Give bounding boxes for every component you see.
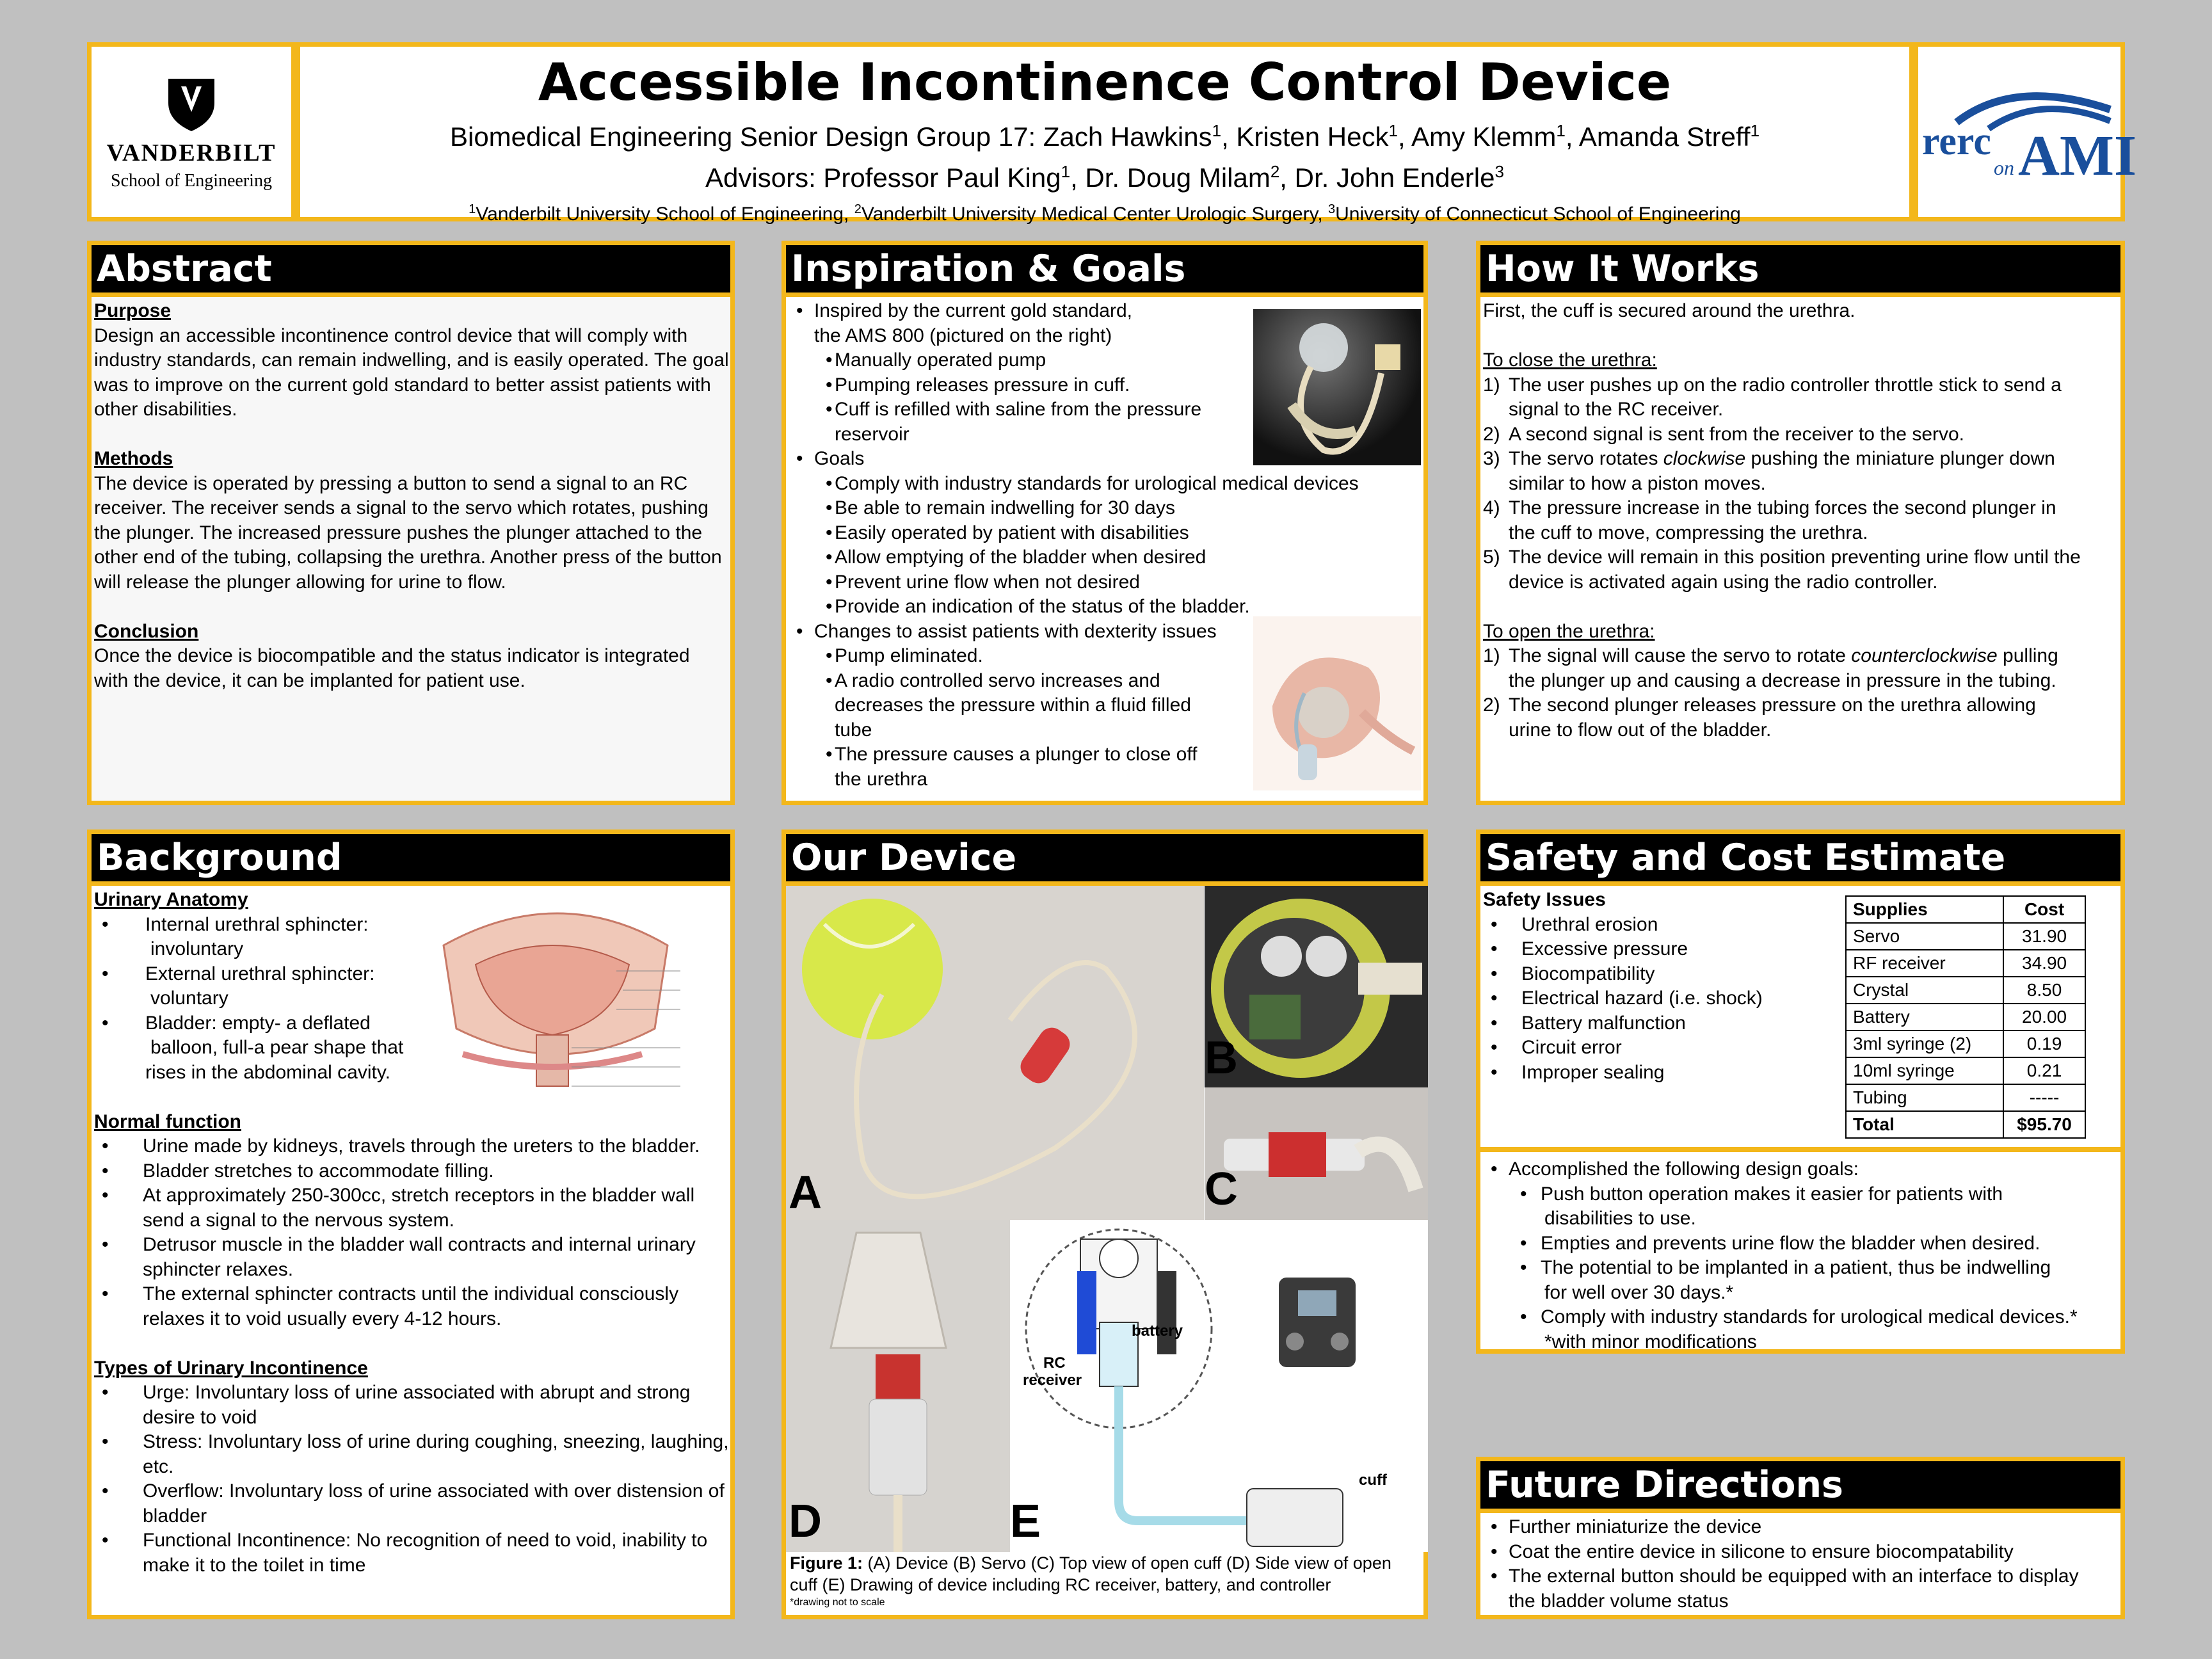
list-item: • Comply with industry standards for urological medical devices: [789, 472, 1422, 497]
list-item: the AMS 800 (pictured on the right): [814, 325, 1112, 346]
table-row: 3ml syringe (2) 0.19: [1846, 1030, 2085, 1057]
close-heading: To close the urethra:: [1483, 349, 1657, 371]
list-item: • Easily operated by patient with disabilities: [789, 521, 1422, 546]
inspiration-heading: Inspiration & Goals: [786, 245, 1423, 297]
list-item: similar to how a piston moves.: [1509, 472, 1766, 494]
list-item: • Functional Incontinence: No recognition of need to void, inability to make it to the toilet in time: [94, 1528, 732, 1578]
abstract-heading: Abstract: [92, 245, 730, 297]
list-item: • At approximately 250-300cc, stretch receptors in the bladder wall send a signal to the nervous system.: [94, 1183, 732, 1233]
svg-text:battery: battery: [1132, 1322, 1183, 1340]
future-panel: [1476, 1457, 2125, 1619]
device-photo-a: [786, 886, 1204, 1220]
list-item: signal to the RC receiver.: [1509, 399, 1724, 420]
table-row: Battery 20.00: [1846, 1004, 2085, 1030]
list-item: • Urethral erosion: [1483, 913, 1841, 938]
methods-heading: Methods: [94, 448, 173, 469]
list-item: • Prevent urine flow when not desired: [789, 570, 1422, 595]
table-row: Servo 31.90: [1846, 923, 2085, 950]
svg-text:receiver: receiver: [1023, 1372, 1082, 1389]
list-item: • Inspired by the current gold standard,: [789, 299, 1422, 324]
list-item: voluntary: [150, 988, 228, 1009]
advisors-line: Advisors: Professor Paul King$^1$, Dr. Doug Milam$^2$, Dr. John Enderle$^3$: [705, 162, 1504, 193]
anatomy-implant-image: [1253, 616, 1421, 790]
list-item: the urethra: [835, 768, 928, 790]
open-heading: To open the urethra:: [1483, 620, 1655, 642]
safety-issues-heading: Safety Issues: [1483, 889, 1606, 910]
list-item: • Biocompatibility: [1483, 962, 1841, 987]
vanderbilt-logo: [92, 47, 291, 217]
list-item: • Manually operated pump: [789, 348, 1422, 373]
list-item: involuntary: [150, 938, 244, 959]
list-item: balloon, full-a pear shape that: [150, 1037, 404, 1058]
list-item: the plunger up and causing a decrease in pressure in the tubing.: [1509, 669, 2056, 691]
list-item: • Changes to assist patients with dexterity issues: [789, 620, 1422, 645]
list-item: • External urethral sphincter:: [94, 962, 440, 987]
table-row: Crystal 8.50: [1846, 977, 2085, 1004]
list-item: *with minor modifications: [1544, 1331, 1757, 1352]
purpose-text: Design an accessible incontinence control device that will comply with industry standards, can remain indwelling, and is easily operated. The goal was to improve on the current gold standard to better assist patients with other disabilities.: [94, 325, 729, 420]
background-panel: [87, 830, 735, 1619]
types-heading: Types of Urinary Incontinence: [94, 1357, 368, 1379]
svg-text:School of Engineering: School of Engineering: [111, 171, 272, 191]
figure-label-c: C: [1205, 1164, 1238, 1215]
list-item: the cuff to move, compressing the urethra.: [1509, 522, 1868, 543]
table-row: 10ml syringe 0.21: [1846, 1057, 2085, 1084]
table-header-row: Supplies Cost: [1846, 896, 2085, 923]
safety-heading: Safety and Cost Estimate: [1480, 834, 2120, 886]
svg-text:rerc: rerc: [1922, 120, 1991, 163]
how-it-works-heading: How It Works: [1480, 245, 2120, 297]
figure-caption: Figure 1: (A) Device (B) Servo (C) Top view of open cuff (D) Side view of open cuff (E) Drawing of device including RC receiver, battery, and controller: [790, 1553, 1391, 1594]
our-device-heading: Our Device: [786, 834, 1423, 886]
safety-panel: [1476, 830, 2125, 1151]
list-item: the bladder volume status: [1509, 1590, 1729, 1612]
list-item: • Electrical hazard (i.e. shock): [1483, 986, 1841, 1011]
how-it-works-panel: [1476, 241, 2125, 805]
background-heading: Background: [92, 834, 730, 886]
list-item: • Comply with industry standards for urological medical devices.*: [1483, 1305, 2123, 1330]
list-item: • Pumping releases pressure in cuff.: [789, 373, 1422, 398]
table-row: RF receiver 34.90: [1846, 950, 2085, 977]
list-item: 1) The user pushes up on the radio controller throttle stick to send a: [1483, 374, 2062, 396]
list-item: • Be able to remain indwelling for 30 days: [789, 496, 1422, 521]
list-item: • Excessive pressure: [1483, 937, 1841, 962]
device-photo-c: [1205, 1087, 1428, 1220]
how-intro: First, the cuff is secured around the urethra.: [1483, 300, 1855, 321]
list-item: • Further miniaturize the device: [1483, 1515, 2123, 1540]
purpose-heading: Purpose: [94, 300, 172, 321]
title-panel: [296, 42, 1914, 225]
list-item: • Bladder: empty- a deflated: [94, 1011, 440, 1036]
list-item: • Push button operation makes it easier for patients with: [1483, 1182, 2123, 1207]
figure-label-e: E: [1010, 1496, 1041, 1547]
authors-line: Biomedical Engineering Senior Design Group 17: Zach Hawkins$^1$, Kristen Heck$^1$, Amy Klemm$^1$, Amanda Streff$^1$: [449, 121, 1760, 152]
list-item: • A radio controlled servo increases and: [789, 669, 1422, 694]
normal-function-heading: Normal function: [94, 1110, 241, 1132]
list-item: • Stress: Involuntary loss of urine during coughing, sneezing, laughing, etc.: [94, 1430, 732, 1479]
list-item: disabilities to use.: [1544, 1208, 1696, 1229]
poster-title: Accessible Incontinence Control Device: [538, 52, 1672, 112]
device-photo-b: [1205, 886, 1428, 1087]
list-item: 5) The device will remain in this position preventing urine flow until the: [1483, 547, 2081, 568]
svg-text:RC: RC: [1043, 1354, 1066, 1372]
list-item: • Circuit error: [1483, 1036, 1841, 1061]
list-item: • Cuff is refilled with saline from the pressure: [789, 397, 1422, 422]
affiliations-line: $^1$Vanderbilt University School of Engineering, $^2$Vanderbilt University Medical Center Urologic Surgery, $^3$University of Connecticut School of Engineering: [469, 202, 1741, 225]
list-item: • Allow emptying of the bladder when desired: [789, 545, 1422, 570]
figure-note: *drawing not to scale: [790, 1597, 885, 1608]
our-device-panel: [781, 830, 1428, 1619]
conclusion-heading: Conclusion: [94, 620, 199, 642]
list-item: • Internal urethral sphincter:: [94, 913, 440, 938]
conclusion-text: Once the device is biocompatible and the status indicator is integrated with the device, it can be implanted for patient use.: [94, 645, 690, 691]
logo-left-panel: [87, 42, 296, 221]
svg-text:VANDERBILT: VANDERBILT: [106, 140, 276, 166]
figure-label-a: A: [789, 1167, 822, 1218]
rerc-ami-logo: [1918, 47, 2136, 217]
list-item: device is activated again using the radio controller.: [1509, 571, 1938, 593]
accomplished-panel: [1476, 1148, 2125, 1354]
list-item: • The external sphincter contracts until the individual consciously relaxes it to void usually every 4-12 hours.: [94, 1282, 732, 1331]
bladder-anatomy-image: [424, 901, 725, 1104]
list-item: • Battery malfunction: [1483, 1011, 1841, 1036]
list-item: • Goals: [789, 447, 1422, 472]
list-item: • Urine made by kidneys, travels through the ureters to the bladder.: [94, 1134, 732, 1159]
list-item: 4) The pressure increase in the tubing forces the second plunger in: [1483, 497, 2056, 518]
list-item: rises in the abdominal cavity.: [145, 1061, 390, 1083]
list-item: urine to flow out of the bladder.: [1509, 719, 1772, 741]
svg-text:AMI: AMI: [2018, 124, 2136, 188]
logo-right-panel: [1914, 42, 2136, 221]
list-item: • The pressure causes a plunger to close off: [789, 742, 1422, 767]
table-row: Tubing -----: [1846, 1084, 2085, 1111]
list-item: 1) The signal will cause the servo to rotate counterclockwise pulling: [1483, 645, 2058, 666]
list-item: 3) The servo rotates clockwise pushing the miniature plunger down: [1483, 448, 2055, 469]
list-item: • The potential to be implanted in a patient, thus be indwelling: [1483, 1256, 2123, 1281]
list-item: • Accomplished the following design goals:: [1483, 1157, 2123, 1182]
list-item: 2) The second plunger releases pressure on the urethra allowing: [1483, 694, 2036, 716]
list-item: • The external button should be equipped with an interface to display: [1483, 1564, 2123, 1589]
list-item: • Coat the entire device in silicone to ensure biocompatability: [1483, 1540, 2123, 1565]
inspiration-panel: [781, 241, 1428, 805]
list-item: • Detrusor muscle in the bladder wall contracts and internal urinary sphincter relaxes.: [94, 1233, 732, 1282]
anatomy-heading: Urinary Anatomy: [94, 889, 248, 910]
list-item: • Empties and prevents urine flow the bladder when desired.: [1483, 1231, 2123, 1256]
methods-text: The device is operated by pressing a button to send a signal to an RC receiver. The receiver sends a signal to the servo which rotates, pushing the plunger. The increased pressure pushes the plunger attached to the other end of the tubing, collapsing the urethra. Another press of the button will release the plunger allowing for urine to flow.: [94, 472, 722, 593]
cost-table: [1845, 895, 2086, 1139]
svg-text:on: on: [1994, 156, 2014, 179]
device-diagram-e: [1010, 1220, 1428, 1552]
list-item: 2) A second signal is sent from the receiver to the servo.: [1483, 423, 1965, 445]
future-heading: Future Directions: [1480, 1461, 2120, 1513]
list-item: • Overflow: Involuntary loss of urine associated with over distension of bladder: [94, 1479, 732, 1528]
list-item: for well over 30 days.*: [1544, 1281, 1734, 1303]
list-item: • Urge: Involuntary loss of urine associated with abrupt and strong desire to void: [94, 1381, 732, 1430]
abstract-panel: [87, 241, 735, 805]
table-total-row: Total $95.70: [1846, 1111, 2085, 1138]
list-item: • Improper sealing: [1483, 1061, 1841, 1086]
figure-label-d: D: [789, 1496, 822, 1547]
svg-text:cuff: cuff: [1359, 1471, 1387, 1489]
list-item: • Pump eliminated.: [789, 644, 1422, 669]
figure-label-b: B: [1205, 1032, 1238, 1084]
list-item: • Provide an indication of the status of the bladder.: [789, 595, 1422, 620]
list-item: tube: [835, 719, 872, 741]
device-photo-d: [786, 1220, 1010, 1552]
list-item: reservoir: [835, 423, 910, 445]
list-item: • Bladder stretches to accommodate filling.: [94, 1159, 732, 1184]
list-item: decreases the pressure within a fluid filled: [835, 694, 1191, 716]
ams800-photo: [1253, 309, 1421, 465]
